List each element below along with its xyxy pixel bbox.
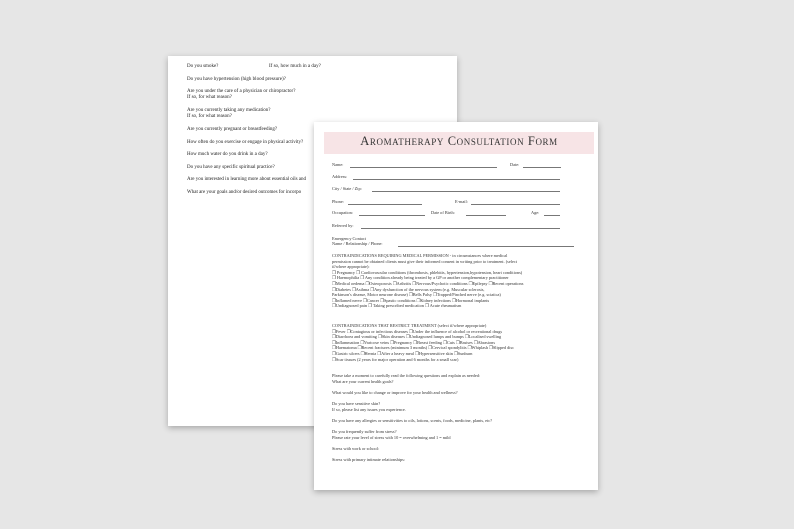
checkbox-row[interactable]: ❐Diarrhoea and vomiting ❐Skin diseases ❐Undiagnosed lumps and bumps ❐Localised swelling [332, 334, 502, 340]
checkbox-row[interactable]: ❐Undiagnosed pain ❐ Taking prescribed medication ❐ Acute rheumatism [332, 303, 462, 309]
form-title: Aromatherapy Consultation Form [360, 134, 558, 148]
phone-field[interactable] [348, 204, 422, 205]
question-line: Stress with primary intimate relationships: [332, 456, 406, 462]
checkbox-row[interactable]: ❐ Pregnancy ❐ Cardiovascular conditions (thrombosis, phlebitis, hypertension,hypotension, heart conditions) [332, 269, 523, 275]
question-line: What would you like to change or improve for your health and wellness? [332, 389, 458, 395]
city-label: City / State / Zip: [332, 186, 362, 191]
name-label: Name: [332, 162, 344, 167]
age-field[interactable] [544, 215, 560, 216]
age-label: Age: [531, 210, 540, 215]
question-physician: Are you under the care of a physician or chiropractor? [187, 89, 296, 94]
section-line: Please take a moment to carefully read the following questions and explain as needed: [332, 373, 481, 378]
question-line: If so, please list any issues you experience. [332, 406, 406, 412]
section-line: if/where appropriate): [332, 264, 370, 270]
question-medication: Are you currently taking any medication? [187, 108, 271, 113]
section-line: CONTRAINDICATIONS THAT RESTRICT TREATMENT (select if/where appropriate) [332, 323, 487, 328]
question-hypertension: Do you have hypertension (high blood pressure)? [187, 77, 286, 82]
dob-field[interactable] [466, 215, 506, 216]
email-field[interactable] [471, 204, 560, 205]
section-line: permission cannot be obtained clients must give their informed consent in writing prior to treatment. (select [332, 258, 517, 264]
section-line: CONTRAINDICATIONS REQUIRING MEDICAL PERMISSION - in circumstances where medical [332, 253, 508, 258]
phone-label: Phone: [332, 199, 344, 204]
emergency-contact-label: Name / Relationship / Phone: [332, 241, 383, 246]
medical-permission-section [332, 253, 523, 309]
question-line: Stress with work or school: [332, 445, 380, 451]
checkbox-row[interactable]: ❐Inflammation ❐Varicose veins ❐Pregnancy ❐Breast feeding ❐Cuts ❐Bruises ❐Abrasions [332, 339, 496, 345]
checkbox-row[interactable]: ❐Fever ❐Contagious or infectious diseases ❐Under the influence of alcohol or recreational drugs [332, 328, 503, 334]
question-line: Please rate your level of stress with 10 = overwhelming and 1 = mild [332, 434, 451, 440]
question-line: Do you frequently suffer from stress? [332, 428, 397, 434]
question-line: Do you have sensitive skin? [332, 400, 381, 406]
restrict-treatment-section [332, 323, 514, 362]
occupation-label: Occupation: [332, 210, 353, 215]
question-followup: If so, how much in a day? [269, 64, 321, 69]
checkbox-row[interactable]: ❐Diabetes ❐Asthma ❐Any dysfunction of the nervous system (e.g. Muscular sclerosis, [332, 286, 485, 292]
checkbox-row[interactable]: ❐ Haemophilia ❐ Any condition already being treated by a GP or another complementary practitioner [332, 275, 509, 281]
name-field[interactable] [350, 167, 497, 168]
checkbox-row[interactable]: Parkinson's disease, Motor neurone disease) ❐Bells Palsy ❐Trapped/Pinched nerve (e.g. sciatica) [332, 292, 501, 298]
referred-label: Referred by: [332, 223, 354, 228]
emergency-contact-heading: Emergency Contact [332, 236, 366, 241]
checkbox-row[interactable]: ❐Scar tissues (2 years for major operation and 6 months for a small scar) [332, 356, 459, 362]
occupation-field[interactable] [359, 215, 425, 216]
dob-label: Date of Birth: [431, 210, 455, 215]
question-physician-reason: If so, for what reason? [187, 95, 232, 100]
referred-field[interactable] [361, 228, 560, 229]
date-label: Date: [510, 162, 520, 167]
question-goals: What are your goals and/or desired outcomes for incorpo [187, 190, 302, 195]
email-label: E-mail: [455, 199, 468, 204]
question-medication-reason: If so, for what reason? [187, 114, 232, 119]
followup-questions-section [332, 373, 492, 463]
address-field[interactable] [353, 179, 560, 180]
question-spiritual: Do you have any specific spiritual practice? [187, 165, 275, 170]
front-page [314, 122, 598, 490]
question-text: Do you smoke? [187, 64, 219, 69]
address-label: Address: [332, 174, 348, 179]
question-line: Do you have any allergies or sensitivities to oils, lotions, scents, foods, medicine, plants, etc? [332, 417, 493, 423]
checkbox-row[interactable]: ❐Haematoma ❐Recent fractures (minimum 3 months) ❐Cervical spondylitis ❐Whiplash ❐Slipped disc [332, 345, 515, 351]
question-line: What are your current health goals? [332, 378, 394, 384]
question-pregnant: Are you currently pregnant or breastfeeding? [187, 127, 278, 132]
emergency-contact-field[interactable] [398, 246, 574, 247]
question-essential-oils: Are you interested in learning more about essential oils and [187, 177, 306, 182]
city-field[interactable] [372, 191, 560, 192]
checkbox-row[interactable]: ❐Inflamed nerve ❐Cancer ❐Spastic conditions ❐Kidney infections ❐Hormonal implants [332, 297, 490, 303]
question-water: How much water do you drink in a day? [187, 152, 268, 157]
question-exercise: How often do you exercise or engage in physical activity? [187, 140, 304, 145]
checkbox-row[interactable]: ❐Gastric ulcers ❐Hernia ❐After a heavy meal ❐Hypersensitive skin ❐Sunburn [332, 350, 473, 356]
date-field[interactable] [523, 167, 561, 168]
question-smoke [187, 64, 321, 70]
checkbox-row[interactable]: ❐Medical oedema ❐Osteoporosis ❐Arthritis ❐Nervous/Psychotic conditions ❐Epilepsy ❐Recent operations [332, 280, 524, 286]
